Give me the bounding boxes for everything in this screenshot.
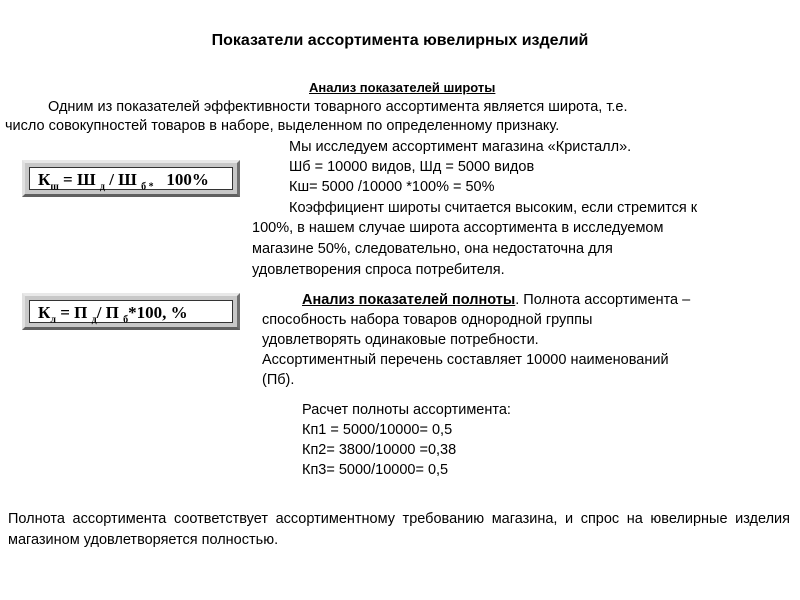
formula-part: *100, % xyxy=(128,303,188,322)
text-line: Одним из показателей эффективности товарного ассортимента является широта, т.е. xyxy=(48,99,628,115)
completeness-formula-box xyxy=(22,293,240,330)
text-line: способность набора товаров однородной группы xyxy=(262,312,593,328)
formula-part: д xyxy=(91,314,97,326)
text-line: магазине 50%, следовательно, она недостаточна для xyxy=(252,241,613,257)
formula-part: б xyxy=(141,181,147,193)
text-line: Кп3= 5000/10000= 0,5 xyxy=(302,462,449,478)
formula-part: = Ш xyxy=(58,170,96,189)
page-title: Показатели ассортимента ювелирных изделий xyxy=(211,32,589,49)
text-line: . Полнота ассортимента – xyxy=(515,292,691,308)
text-line: Кп1 = 5000/10000= 0,5 xyxy=(302,422,453,438)
formula-part: ш xyxy=(50,181,59,193)
text-line: Расчет полноты ассортимента: xyxy=(302,402,511,418)
text-line: (Пб). xyxy=(262,372,295,388)
formula-part: К xyxy=(38,303,51,322)
width-heading: Анализ показателей широты xyxy=(309,80,496,95)
conclusion-paragraph: Полнота ассортимента соответствует ассортиментному требованию магазина, и спрос на ювелирные изделия магазином удовлетворяется полностью. xyxy=(8,511,790,548)
completeness-heading-line xyxy=(302,291,690,309)
formula-part: 100% xyxy=(166,170,209,189)
text-line: Кп2= 3800/10000 =0,38 xyxy=(302,442,457,458)
formula-part: д xyxy=(99,181,105,193)
text-line: Коэффициент широты считается высоким, если стремится к xyxy=(289,200,698,216)
completeness-heading: Анализ показателей полноты xyxy=(302,292,516,308)
formula-part: * xyxy=(146,181,154,193)
text-line: 100%, в нашем случае широта ассортимента в исследуемом xyxy=(252,220,664,236)
formula-part: / П xyxy=(96,303,119,322)
formula-part: / Ш xyxy=(104,170,137,189)
formula-part: = П xyxy=(55,303,88,322)
width-formula-box xyxy=(22,160,240,197)
formula-part: л xyxy=(50,314,56,326)
text-line: Мы исследуем ассортимент магазина «Кристалл». xyxy=(289,139,632,155)
text-line: Шб = 10000 видов, Шд = 5000 видов xyxy=(289,159,535,175)
formula-part: б xyxy=(123,314,129,326)
text-line: удовлетворения спроса потребителя. xyxy=(252,262,505,278)
text-line: удовлетворять одинаковые потребности. xyxy=(262,332,539,348)
text-line: число совокупностей товаров в наборе, выделенном по определенному признаку. xyxy=(5,118,560,134)
text-line: Ассортиментный перечень составляет 10000 наименований xyxy=(262,352,669,368)
text-line: Кш= 5000 /10000 *100% = 50% xyxy=(289,179,495,195)
formula-part: К xyxy=(38,170,51,189)
